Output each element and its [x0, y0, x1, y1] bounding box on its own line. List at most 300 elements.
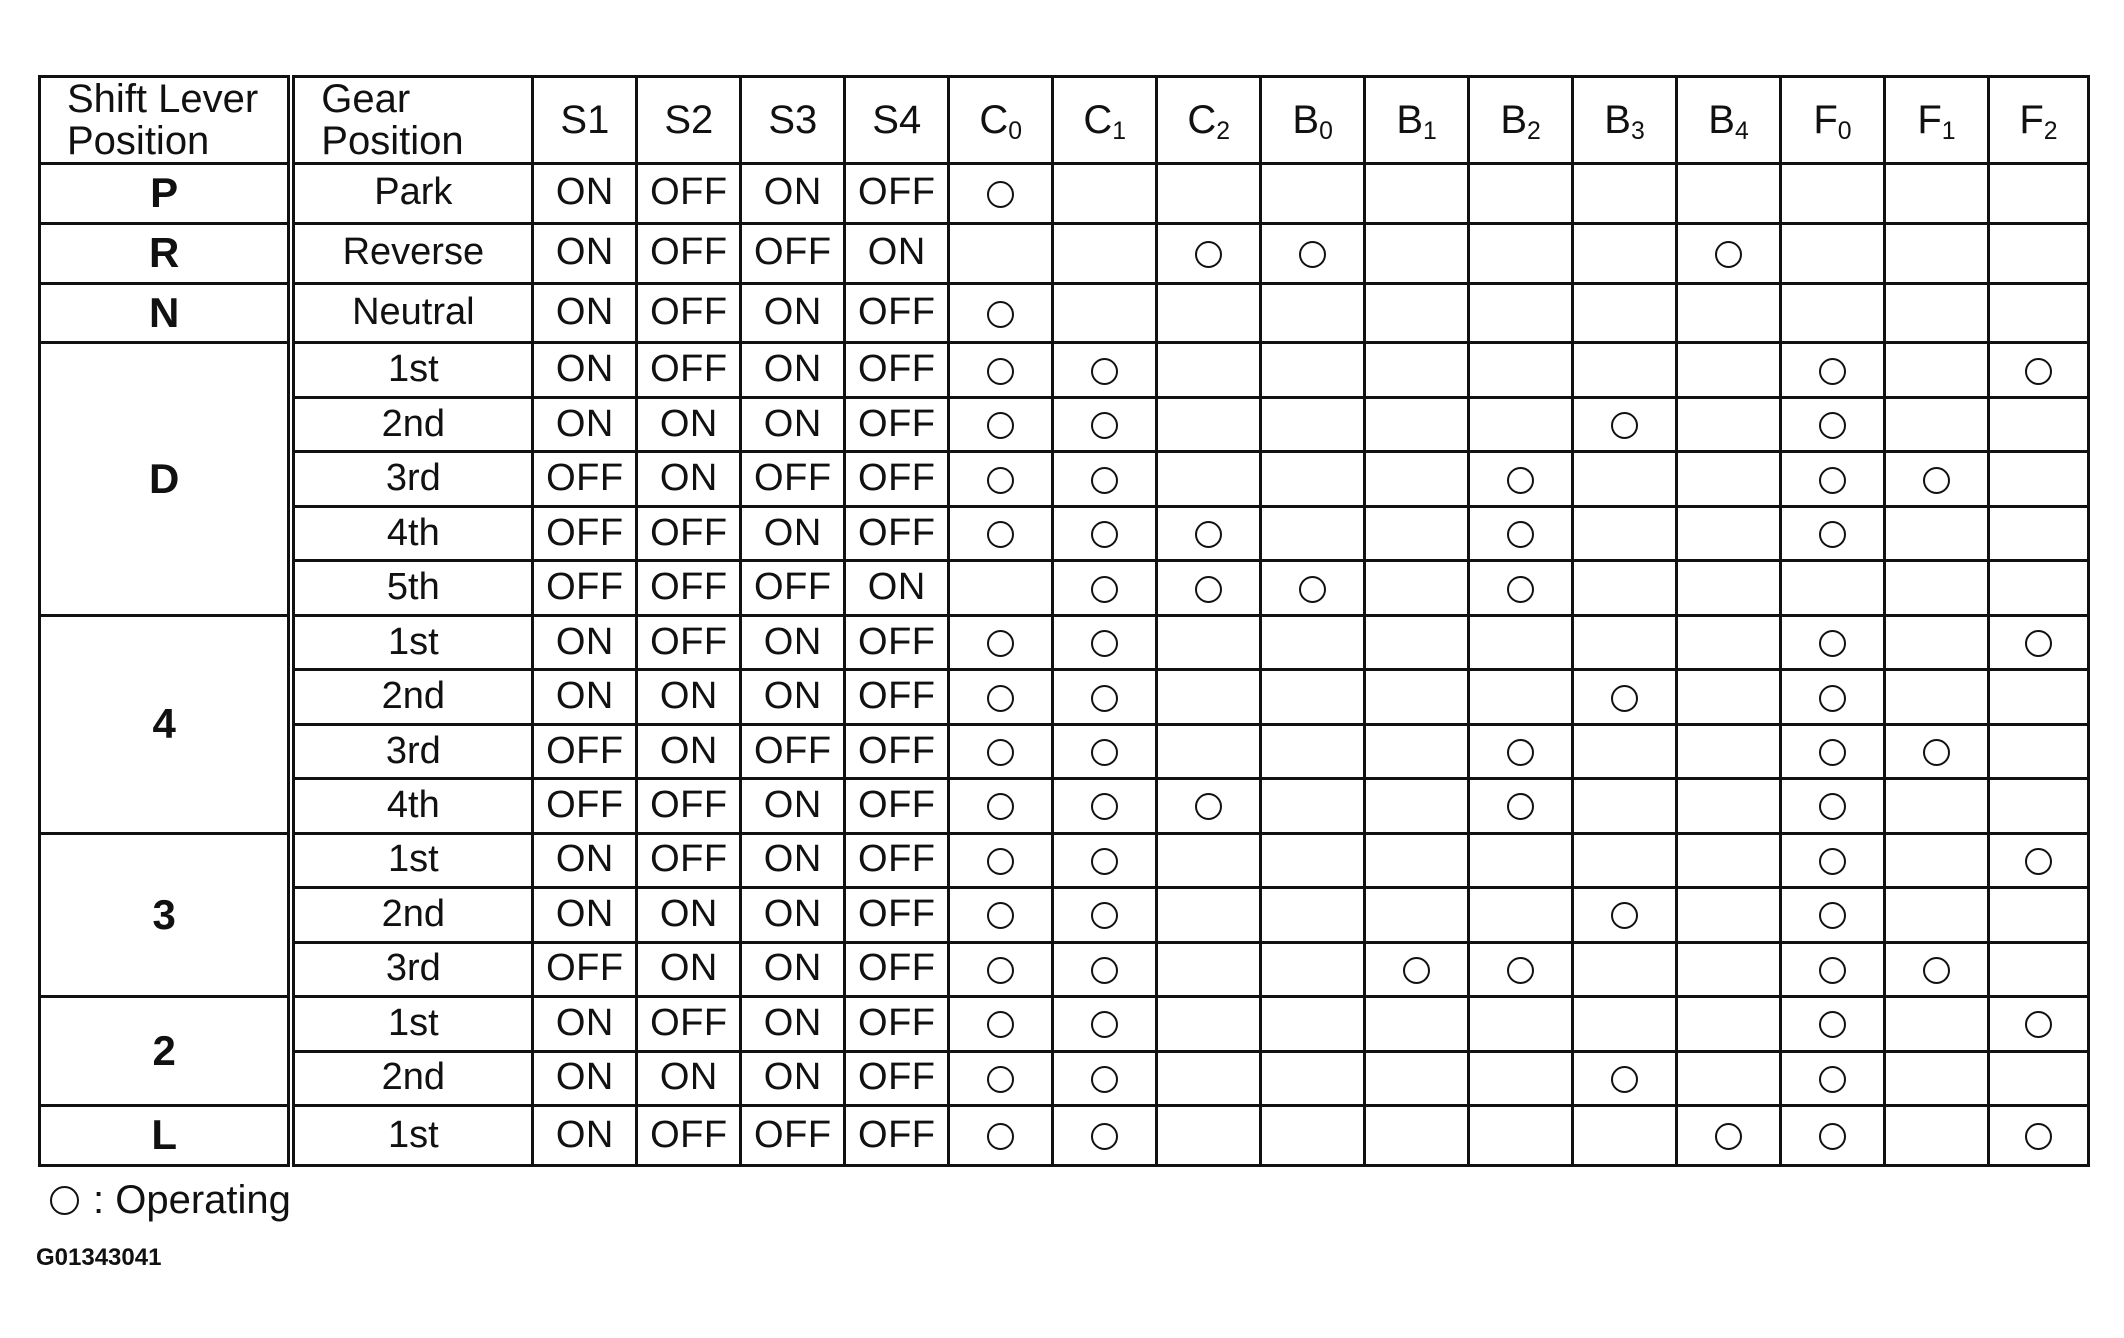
- element-cell-b4: [1677, 283, 1781, 343]
- solenoid-state-cell: ON: [533, 670, 637, 724]
- element-cell-f2: [1988, 942, 2088, 996]
- operating-circle-icon: [1819, 630, 1846, 657]
- element-cell-f0: [1781, 452, 1885, 506]
- solenoid-state-cell: OFF: [845, 779, 949, 833]
- element-cell-f1: [1884, 1051, 1988, 1105]
- element-cell-b0: [1261, 223, 1365, 283]
- element-cell-b4: [1677, 343, 1781, 397]
- element-cell-c1: [1053, 833, 1157, 887]
- element-cell-b3: [1573, 670, 1677, 724]
- shift-lever-cell: N: [40, 283, 292, 343]
- element-cell-c2: [1157, 1051, 1261, 1105]
- gear-position-cell: 1st: [291, 343, 533, 397]
- element-cell-f2: [1988, 283, 2088, 343]
- element-cell-c1: [1053, 506, 1157, 560]
- element-cell-f2: [1988, 506, 2088, 560]
- element-cell-b3: [1573, 452, 1677, 506]
- solenoid-state-cell: OFF: [845, 942, 949, 996]
- element-cell-f1: [1884, 942, 1988, 996]
- table-row: [40, 724, 2089, 778]
- element-cell-b3: [1573, 506, 1677, 560]
- solenoid-state-cell: ON: [637, 670, 741, 724]
- element-cell-b3: [1573, 724, 1677, 778]
- operation-table: [38, 75, 2090, 1167]
- element-cell-b0: [1261, 615, 1365, 669]
- element-cell-c2: [1157, 1106, 1261, 1166]
- element-cell-b0: [1261, 561, 1365, 615]
- operating-circle-icon: [987, 301, 1014, 328]
- element-cell-c1: [1053, 615, 1157, 669]
- element-cell-b3: [1573, 164, 1677, 224]
- element-cell-b3: [1573, 997, 1677, 1051]
- element-cell-c2: [1157, 506, 1261, 560]
- element-cell-b4: [1677, 452, 1781, 506]
- element-cell-b1: [1365, 506, 1469, 560]
- gear-position-cell: 2nd: [291, 1051, 533, 1105]
- operating-circle-icon: [1819, 1066, 1846, 1093]
- element-cell-b4: [1677, 833, 1781, 887]
- element-cell-c2: [1157, 997, 1261, 1051]
- element-cell-f0: [1781, 615, 1885, 669]
- header-col-label: C: [1187, 98, 1217, 142]
- element-cell-c2: [1157, 670, 1261, 724]
- element-cell-b2: [1469, 506, 1573, 560]
- element-cell-c0: [949, 283, 1053, 343]
- element-cell-b4: [1677, 724, 1781, 778]
- solenoid-state-cell: ON: [741, 615, 845, 669]
- element-cell-b3: [1573, 1106, 1677, 1166]
- operating-circle-icon: [2025, 630, 2052, 657]
- operating-circle-icon: [987, 1011, 1014, 1038]
- solenoid-state-cell: ON: [637, 452, 741, 506]
- solenoid-state-cell: OFF: [845, 888, 949, 942]
- element-cell-c0: [949, 779, 1053, 833]
- operating-circle-icon: [2025, 358, 2052, 385]
- header-col-b3: [1573, 77, 1677, 164]
- solenoid-state-cell: OFF: [637, 164, 741, 224]
- element-cell-c0: [949, 670, 1053, 724]
- element-cell-b2: [1469, 997, 1573, 1051]
- solenoid-state-cell: OFF: [637, 615, 741, 669]
- element-cell-c1: [1053, 724, 1157, 778]
- header-col-label: B: [1500, 98, 1528, 142]
- element-cell-b1: [1365, 833, 1469, 887]
- header-col-label: S4: [872, 98, 922, 142]
- header-col-subscript: 0: [1008, 118, 1023, 146]
- element-cell-f2: [1988, 670, 2088, 724]
- element-cell-f2: [1988, 615, 2088, 669]
- element-cell-c0: [949, 397, 1053, 451]
- solenoid-state-cell: ON: [741, 779, 845, 833]
- element-cell-b2: [1469, 164, 1573, 224]
- operating-circle-icon: [1819, 739, 1846, 766]
- element-cell-b0: [1261, 164, 1365, 224]
- operating-circle-icon: [1091, 630, 1118, 657]
- element-cell-b3: [1573, 283, 1677, 343]
- element-cell-c2: [1157, 779, 1261, 833]
- operating-circle-icon: [1923, 467, 1950, 494]
- element-cell-f1: [1884, 452, 1988, 506]
- solenoid-state-cell: ON: [533, 397, 637, 451]
- solenoid-state-cell: OFF: [845, 283, 949, 343]
- operating-circle-icon: [1507, 739, 1534, 766]
- header-col-label: B: [1708, 98, 1735, 142]
- solenoid-state-cell: OFF: [741, 724, 845, 778]
- solenoid-state-cell: ON: [637, 397, 741, 451]
- solenoid-state-cell: ON: [533, 223, 637, 283]
- operating-circle-icon: [1819, 358, 1846, 385]
- legend: [50, 1178, 291, 1223]
- element-cell-f1: [1884, 561, 1988, 615]
- operating-circle-icon: [1611, 685, 1638, 712]
- solenoid-state-cell: OFF: [637, 343, 741, 397]
- solenoid-state-cell: OFF: [845, 452, 949, 506]
- solenoid-state-cell: ON: [845, 223, 949, 283]
- element-cell-b0: [1261, 1106, 1365, 1166]
- element-cell-f2: [1988, 997, 2088, 1051]
- element-cell-f1: [1884, 615, 1988, 669]
- header-col-label: S2: [664, 98, 714, 142]
- solenoid-state-cell: OFF: [637, 283, 741, 343]
- element-cell-c0: [949, 997, 1053, 1051]
- solenoid-state-cell: ON: [637, 724, 741, 778]
- figure-code: G01343041: [36, 1244, 162, 1271]
- element-cell-b4: [1677, 1051, 1781, 1105]
- element-cell-b1: [1365, 942, 1469, 996]
- table-row: [40, 452, 2089, 506]
- element-cell-b1: [1365, 615, 1469, 669]
- table-row: [40, 833, 2089, 887]
- operating-circle-icon: [1091, 576, 1118, 603]
- element-cell-f0: [1781, 1051, 1885, 1105]
- element-cell-b2: [1469, 223, 1573, 283]
- operating-circle-icon: [1403, 957, 1430, 984]
- operating-circle-icon: [1091, 685, 1118, 712]
- header-col-label: B: [1396, 98, 1424, 142]
- element-cell-b1: [1365, 1106, 1469, 1166]
- element-cell-c0: [949, 164, 1053, 224]
- operating-circle-icon: [987, 957, 1014, 984]
- element-cell-b4: [1677, 779, 1781, 833]
- element-cell-f1: [1884, 343, 1988, 397]
- header-col-c1: [1053, 77, 1157, 164]
- solenoid-state-cell: ON: [741, 888, 845, 942]
- gear-position-cell: 1st: [291, 997, 533, 1051]
- solenoid-state-cell: ON: [741, 506, 845, 560]
- element-cell-c0: [949, 223, 1053, 283]
- table-row: [40, 779, 2089, 833]
- operating-circle-icon: [1611, 1066, 1638, 1093]
- operating-circle-icon: [987, 467, 1014, 494]
- element-cell-b0: [1261, 779, 1365, 833]
- header-col-label: F: [1917, 98, 1942, 142]
- element-cell-f1: [1884, 833, 1988, 887]
- operating-circle-icon: [2025, 848, 2052, 875]
- element-cell-b0: [1261, 397, 1365, 451]
- header-col-label: S3: [768, 98, 818, 142]
- solenoid-state-cell: OFF: [637, 997, 741, 1051]
- element-cell-c0: [949, 1051, 1053, 1105]
- element-cell-c1: [1053, 283, 1157, 343]
- element-cell-c2: [1157, 724, 1261, 778]
- element-cell-b0: [1261, 724, 1365, 778]
- element-cell-f2: [1988, 724, 2088, 778]
- element-cell-b1: [1365, 561, 1469, 615]
- operating-circle-icon: [987, 902, 1014, 929]
- header-col-subscript: 2: [1216, 118, 1231, 146]
- element-cell-c0: [949, 833, 1053, 887]
- element-cell-b4: [1677, 997, 1781, 1051]
- element-cell-b4: [1677, 670, 1781, 724]
- element-cell-f0: [1781, 670, 1885, 724]
- element-cell-f0: [1781, 779, 1885, 833]
- element-cell-b1: [1365, 223, 1469, 283]
- solenoid-state-cell: OFF: [637, 1106, 741, 1166]
- element-cell-b4: [1677, 888, 1781, 942]
- element-cell-c2: [1157, 888, 1261, 942]
- header-col-c2: [1157, 77, 1261, 164]
- operating-circle-icon: [1091, 521, 1118, 548]
- header-col-s1: [533, 77, 637, 164]
- table-row: [40, 397, 2089, 451]
- element-cell-c0: [949, 888, 1053, 942]
- gear-position-cell: 5th: [291, 561, 533, 615]
- header-col-s2: [637, 77, 741, 164]
- element-cell-b1: [1365, 397, 1469, 451]
- solenoid-state-cell: OFF: [845, 164, 949, 224]
- gear-position-cell: 1st: [291, 833, 533, 887]
- element-cell-f2: [1988, 833, 2088, 887]
- solenoid-state-cell: ON: [741, 833, 845, 887]
- table-row: [40, 888, 2089, 942]
- element-cell-b0: [1261, 942, 1365, 996]
- element-cell-b2: [1469, 724, 1573, 778]
- operating-circle-icon: [1091, 1066, 1118, 1093]
- element-cell-f1: [1884, 283, 1988, 343]
- header-col-s4: [845, 77, 949, 164]
- operating-circle-icon: [1819, 848, 1846, 875]
- gear-position-cell: 2nd: [291, 888, 533, 942]
- operating-symbol-icon: [50, 1186, 79, 1215]
- solenoid-state-cell: ON: [637, 888, 741, 942]
- operating-circle-icon: [987, 685, 1014, 712]
- element-cell-c1: [1053, 223, 1157, 283]
- solenoid-state-cell: OFF: [845, 1051, 949, 1105]
- operating-circle-icon: [1091, 848, 1118, 875]
- header-col-label: C: [979, 98, 1009, 142]
- element-cell-f0: [1781, 833, 1885, 887]
- operating-circle-icon: [1715, 1123, 1742, 1150]
- operating-circle-icon: [987, 1066, 1014, 1093]
- element-cell-b1: [1365, 724, 1469, 778]
- element-cell-c0: [949, 1106, 1053, 1166]
- operating-circle-icon: [1507, 957, 1534, 984]
- header-col-subscript: 1: [1941, 118, 1956, 146]
- element-cell-f0: [1781, 724, 1885, 778]
- solenoid-state-cell: ON: [845, 561, 949, 615]
- solenoid-state-cell: OFF: [533, 506, 637, 560]
- element-cell-f0: [1781, 942, 1885, 996]
- gear-position-cell: Neutral: [291, 283, 533, 343]
- element-cell-f0: [1781, 283, 1885, 343]
- element-cell-c1: [1053, 343, 1157, 397]
- solenoid-state-cell: OFF: [637, 561, 741, 615]
- element-cell-f2: [1988, 561, 2088, 615]
- table-row: [40, 343, 2089, 397]
- element-cell-c0: [949, 506, 1053, 560]
- element-cell-b0: [1261, 506, 1365, 560]
- element-cell-f2: [1988, 397, 2088, 451]
- header-col-subscript: 4: [1734, 118, 1749, 146]
- operating-circle-icon: [1923, 739, 1950, 766]
- header-col-b0: [1261, 77, 1365, 164]
- element-cell-c1: [1053, 397, 1157, 451]
- solenoid-state-cell: OFF: [533, 452, 637, 506]
- operating-circle-icon: [1195, 241, 1222, 268]
- element-cell-f1: [1884, 397, 1988, 451]
- element-cell-c2: [1157, 223, 1261, 283]
- element-cell-f0: [1781, 997, 1885, 1051]
- element-cell-c0: [949, 343, 1053, 397]
- element-cell-b1: [1365, 1051, 1469, 1105]
- solenoid-state-cell: ON: [533, 615, 637, 669]
- operating-circle-icon: [1091, 1011, 1118, 1038]
- element-cell-b3: [1573, 1051, 1677, 1105]
- operating-circle-icon: [1819, 1011, 1846, 1038]
- header-gear-position: Gear Position: [291, 77, 533, 164]
- header-col-label: B: [1604, 98, 1631, 142]
- element-cell-f0: [1781, 397, 1885, 451]
- element-cell-f1: [1884, 724, 1988, 778]
- element-cell-b1: [1365, 888, 1469, 942]
- header-col-f1: [1884, 77, 1988, 164]
- header-col-f0: [1781, 77, 1885, 164]
- element-cell-b4: [1677, 223, 1781, 283]
- header-col-s3: [741, 77, 845, 164]
- operating-circle-icon: [987, 181, 1014, 208]
- operating-circle-icon: [1091, 1123, 1118, 1150]
- solenoid-state-cell: ON: [741, 670, 845, 724]
- solenoid-state-cell: ON: [741, 1051, 845, 1105]
- element-cell-b0: [1261, 1051, 1365, 1105]
- element-cell-b4: [1677, 1106, 1781, 1166]
- element-cell-b2: [1469, 452, 1573, 506]
- gear-position-cell: 2nd: [291, 670, 533, 724]
- element-cell-c0: [949, 724, 1053, 778]
- element-cell-b0: [1261, 833, 1365, 887]
- operating-circle-icon: [1091, 358, 1118, 385]
- element-cell-c1: [1053, 1051, 1157, 1105]
- operation-chart: [38, 75, 2090, 1167]
- element-cell-f0: [1781, 506, 1885, 560]
- element-cell-c2: [1157, 164, 1261, 224]
- element-cell-c0: [949, 561, 1053, 615]
- element-cell-c2: [1157, 343, 1261, 397]
- element-cell-b0: [1261, 670, 1365, 724]
- element-cell-f0: [1781, 223, 1885, 283]
- operating-circle-icon: [1507, 467, 1534, 494]
- element-cell-c2: [1157, 833, 1261, 887]
- operating-circle-icon: [987, 1123, 1014, 1150]
- element-cell-f1: [1884, 670, 1988, 724]
- header-col-label: S1: [560, 98, 610, 142]
- table-row: [40, 1051, 2089, 1105]
- header-row: [40, 77, 2089, 164]
- element-cell-b4: [1677, 164, 1781, 224]
- element-cell-c2: [1157, 615, 1261, 669]
- table-row: [40, 223, 2089, 283]
- operating-circle-icon: [1091, 957, 1118, 984]
- operating-circle-icon: [1507, 793, 1534, 820]
- element-cell-f1: [1884, 997, 1988, 1051]
- shift-lever-cell: 2: [40, 997, 292, 1106]
- solenoid-state-cell: OFF: [637, 833, 741, 887]
- element-cell-b3: [1573, 779, 1677, 833]
- solenoid-state-cell: ON: [533, 1106, 637, 1166]
- solenoid-state-cell: OFF: [845, 997, 949, 1051]
- gear-position-cell: 4th: [291, 779, 533, 833]
- table-body: [40, 164, 2089, 1166]
- element-cell-f1: [1884, 223, 1988, 283]
- header-col-subscript: 2: [2043, 118, 2058, 146]
- element-cell-c2: [1157, 561, 1261, 615]
- element-cell-b3: [1573, 833, 1677, 887]
- header-col-subscript: 2: [1527, 118, 1541, 146]
- solenoid-state-cell: OFF: [533, 724, 637, 778]
- operating-circle-icon: [2025, 1123, 2052, 1150]
- header-col-label: C: [1083, 98, 1113, 142]
- element-cell-f0: [1781, 164, 1885, 224]
- element-cell-f2: [1988, 223, 2088, 283]
- element-cell-f2: [1988, 779, 2088, 833]
- shift-lever-cell: L: [40, 1106, 292, 1166]
- element-cell-c1: [1053, 888, 1157, 942]
- solenoid-state-cell: ON: [533, 997, 637, 1051]
- element-cell-c0: [949, 942, 1053, 996]
- table-row: [40, 1106, 2089, 1166]
- operating-circle-icon: [1091, 739, 1118, 766]
- header-col-f2: [1988, 77, 2088, 164]
- solenoid-state-cell: OFF: [637, 506, 741, 560]
- header-col-subscript: 3: [1630, 118, 1645, 146]
- operating-circle-icon: [987, 521, 1014, 548]
- legend-text: : Operating: [93, 1178, 291, 1222]
- header-col-b4: [1677, 77, 1781, 164]
- header-col-label: F: [1813, 98, 1838, 142]
- gear-position-cell: 4th: [291, 506, 533, 560]
- solenoid-state-cell: ON: [533, 283, 637, 343]
- operating-circle-icon: [1819, 1123, 1846, 1150]
- element-cell-f2: [1988, 1051, 2088, 1105]
- operating-circle-icon: [1819, 467, 1846, 494]
- shift-lever-cell: D: [40, 343, 292, 615]
- element-cell-b3: [1573, 561, 1677, 615]
- header-col-subscript: 1: [1112, 118, 1127, 146]
- table-row: [40, 283, 2089, 343]
- element-cell-c1: [1053, 997, 1157, 1051]
- solenoid-state-cell: OFF: [845, 724, 949, 778]
- solenoid-state-cell: ON: [741, 942, 845, 996]
- element-cell-f0: [1781, 888, 1885, 942]
- element-cell-c0: [949, 452, 1053, 506]
- operating-circle-icon: [1507, 521, 1534, 548]
- table-row: [40, 670, 2089, 724]
- element-cell-c1: [1053, 779, 1157, 833]
- solenoid-state-cell: OFF: [637, 779, 741, 833]
- element-cell-b4: [1677, 615, 1781, 669]
- element-cell-b4: [1677, 561, 1781, 615]
- header-col-label: B: [1292, 98, 1320, 142]
